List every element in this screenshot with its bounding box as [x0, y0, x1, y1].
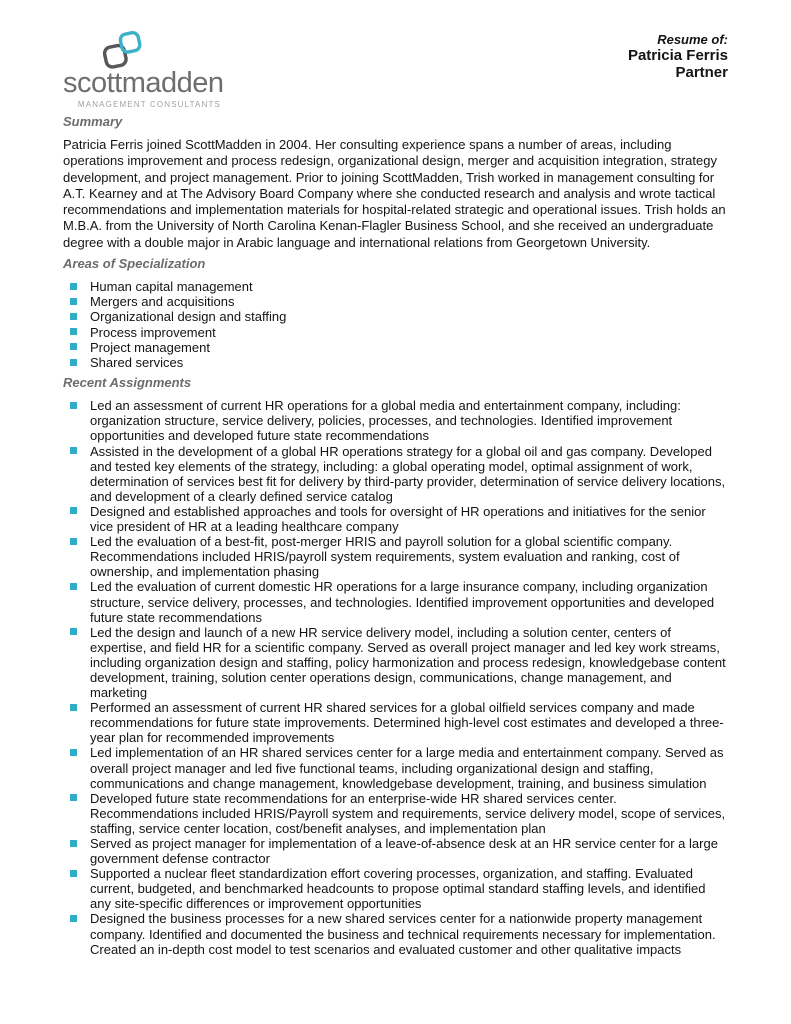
- logo-mark-icon: [100, 30, 144, 72]
- square-bullet-icon: [70, 343, 77, 350]
- assignment-item-text: Designed and established approaches and tools for oversight of HR operations and initiatives for the senior vice president of HR at a leading healthcare company: [90, 503, 706, 535]
- areas-section: [63, 256, 728, 370]
- assignment-list-item: [63, 444, 728, 504]
- assignment-list-item: [63, 534, 728, 579]
- assignment-list-item: [63, 625, 728, 700]
- square-bullet-icon: [70, 583, 77, 590]
- assignments-heading: Recent Assignments: [63, 375, 192, 391]
- area-item-text: Shared services: [90, 355, 184, 371]
- assignment-item-text: Assisted in the development of a global HR operations strategy for a global oil and gas company. Developed and tested key elements of the strategy, including: a global operating model, optimal assignment of work, determination of services best fit for delivery by third-party provider, determination of service delivery locations, and development of a clearly defined service catalog: [90, 443, 726, 504]
- scottmadden-logo: [63, 30, 224, 109]
- square-bullet-icon: [70, 538, 77, 545]
- logo-tagline: MANAGEMENT CONSULTANTS: [77, 100, 221, 109]
- area-list-item: [63, 279, 728, 294]
- assignment-list-item: [63, 700, 728, 745]
- area-list-item: [63, 355, 728, 370]
- assignment-item-text: Performed an assessment of current HR shared services for a global oilfield services company and made recommendations for future state improvements. Determined high-level cost estimates and developed a three-year plan for recommended improvements: [90, 700, 724, 746]
- assignment-list-item: [63, 504, 728, 534]
- area-item-text: Project management: [90, 339, 210, 355]
- assignment-item-text: Led implementation of an HR shared services center for a large media and entertainment company. Served as overall project manager and led five functional teams, including organizational design and staffing, communications and change management, knowledgebase development, training, and business simulation: [90, 745, 724, 791]
- square-bullet-icon: [70, 507, 77, 514]
- assignment-item-text: Designed the business processes for a new shared services center for a nationwide property management company. Identified and documented the business and technical requirements necessary for implementation. Created an in-depth cost model to test scenarios and evaluated customer and other qualitative impacts: [90, 911, 716, 957]
- assignments-list: [63, 398, 728, 956]
- assignment-list-item: [63, 745, 728, 790]
- resume-of-label: Resume of:: [657, 32, 728, 47]
- square-bullet-icon: [70, 283, 77, 290]
- area-list-item: [63, 294, 728, 309]
- area-list-item: [63, 340, 728, 355]
- assignment-item-text: Supported a nuclear fleet standardization effort covering processes, organization, and staffing. Evaluated current, budgeted, and benchmarked headcounts to propose optimal standard staffing levels, and identified any site-specific differences or improvement opportunities: [90, 866, 706, 912]
- assignment-item-text: Led an assessment of current HR operations for a global media and entertainment company, including: organization structure, service delivery, policies, processes, and technologies. Identified improvement opportunities and developed future state recommendations: [90, 398, 681, 444]
- summary-paragraph: Patricia Ferris joined ScottMadden in 2004. Her consulting experience spans a number of areas, including operations improvement and process redesign, organizational design, merger and acquisition integration, strategy development, and project management. Prior to joining ScottMadden, Trish worked in management consulting for A.T. Kearney and at The Advisory Board Company where she conducted research and analysis and wrote tactical recommendations and implementation materials for hospital-related strategic and operational issues. Trish holds an M.B.A. from the University of North Carolina Kenan-Flagler Business School, and she received an undergraduate degree with a double major in Arabic language and international relations from Georgetown University.: [63, 137, 726, 250]
- assignment-list-item: [63, 866, 728, 911]
- summary-section: [63, 114, 728, 251]
- square-bullet-icon: [70, 704, 77, 711]
- person-name: Patricia Ferris: [627, 47, 728, 64]
- area-item-text: Organizational design and staffing: [90, 309, 287, 325]
- square-bullet-icon: [70, 313, 77, 320]
- assignment-list-item: [63, 398, 728, 443]
- assignments-section: [63, 375, 728, 956]
- square-bullet-icon: [70, 447, 77, 454]
- person-title: Partner: [675, 64, 728, 81]
- assignment-list-item: [63, 791, 728, 836]
- assignment-list-item: [63, 911, 728, 956]
- summary-heading: Summary: [63, 114, 123, 129]
- square-bullet-icon: [70, 870, 77, 877]
- assignment-list-item: [63, 579, 728, 624]
- square-bullet-icon: [70, 298, 77, 305]
- area-list-item: [63, 325, 728, 340]
- page-header: [63, 30, 728, 110]
- area-item-text: Human capital management: [90, 279, 253, 295]
- square-bullet-icon: [70, 794, 77, 801]
- logo-brand-text: scottmadden: [63, 67, 224, 99]
- assignment-list-item: [63, 836, 728, 866]
- square-bullet-icon: [70, 915, 77, 922]
- assignment-item-text: Led the design and launch of a new HR service delivery model, including a solution center, centers of expertise, and field HR for a scientific company. Served as overall project manager and led key work streams, including organization design and staffing, policy harmonization and process redesign, knowledgebase content development, training, solution center operations design, communications, change management, and marketing: [90, 624, 726, 701]
- assignment-item-text: Led the evaluation of current domestic HR operations for a large insurance company, including organization structure, service delivery, processes, and technologies. Identified improvement opportunities and developed future state recommendations: [90, 579, 715, 625]
- area-item-text: Process improvement: [90, 324, 216, 340]
- assignment-item-text: Led the evaluation of a best-fit, post-merger HRIS and payroll solution for a global scientific company. Recommendations included HRIS/payroll system requirements, system evaluation and ranking, cost of ownership, and implementation phasing: [90, 534, 680, 580]
- square-bullet-icon: [70, 328, 77, 335]
- area-list-item: [63, 309, 728, 324]
- assignment-item-text: Developed future state recommendations for an enterprise-wide HR shared services center. Recommendations included HRIS/Payroll system and requirements, service delivery model, scope of services, staffing, service center location, cost/benefit analyses, and implementation plan: [90, 790, 726, 836]
- square-bullet-icon: [70, 402, 77, 409]
- resume-meta: [628, 30, 728, 81]
- assignment-item-text: Served as project manager for implementation of a leave-of-absence desk at an HR service center for a large government defense contractor: [90, 836, 718, 867]
- area-item-text: Mergers and acquisitions: [90, 294, 235, 310]
- areas-heading: Areas of Specialization: [63, 256, 206, 272]
- square-bullet-icon: [70, 840, 77, 847]
- square-bullet-icon: [70, 749, 77, 756]
- square-bullet-icon: [70, 628, 77, 635]
- square-bullet-icon: [70, 359, 77, 366]
- areas-list: [63, 279, 728, 370]
